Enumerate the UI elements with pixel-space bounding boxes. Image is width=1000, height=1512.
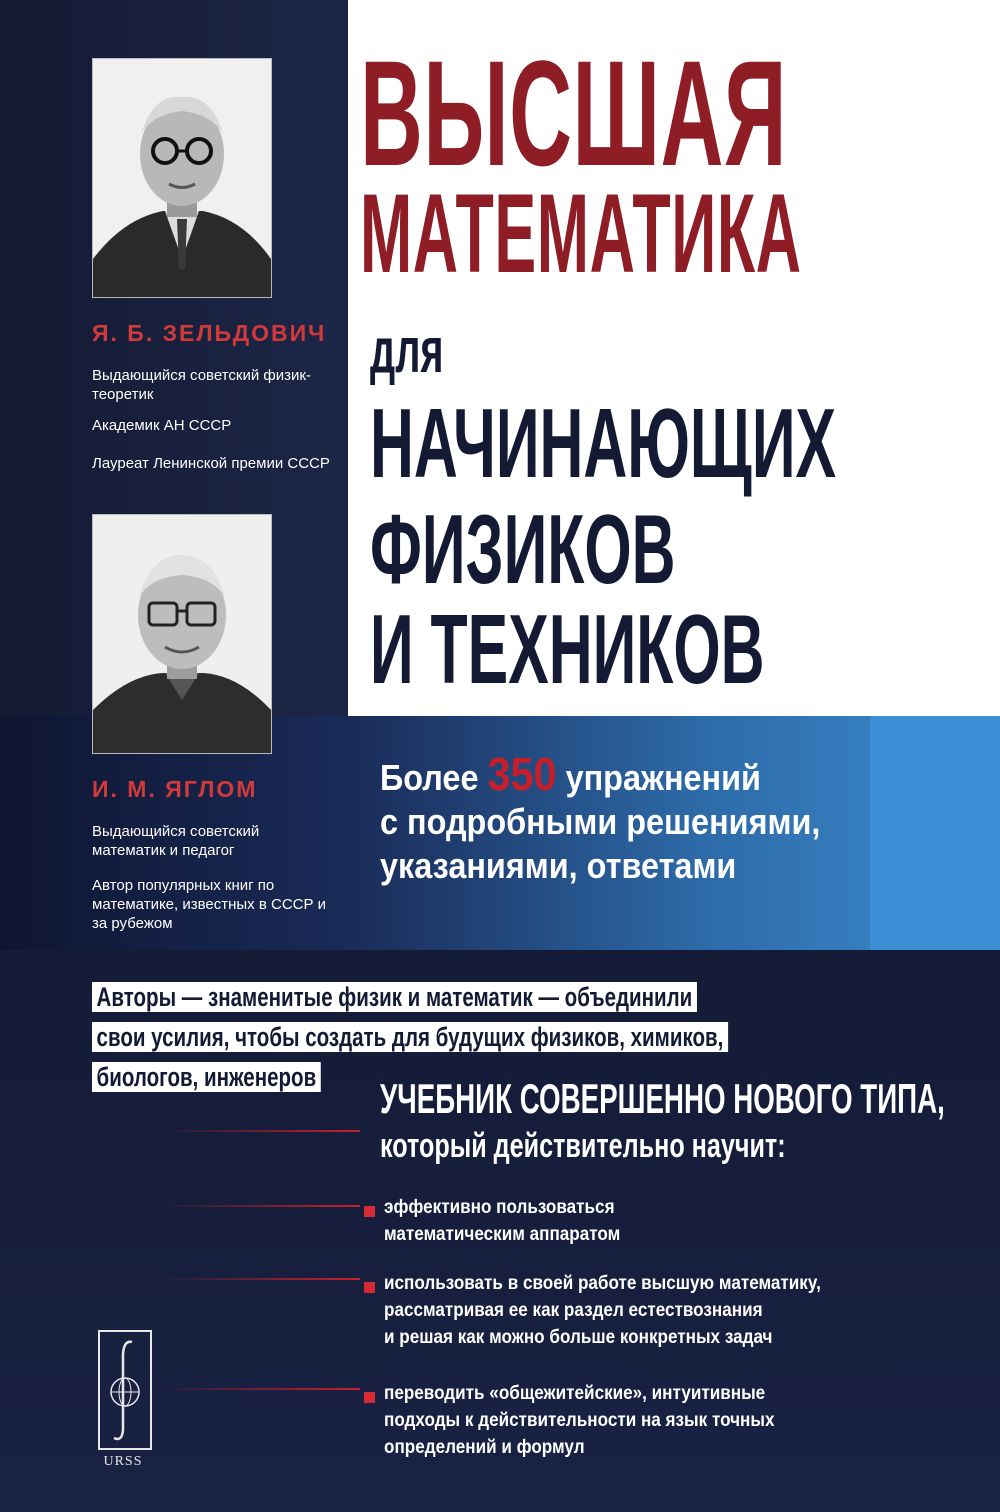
title-line-2: МАТЕМАТИКА [360,171,802,296]
bullet-icon [364,1206,375,1217]
exercises-line-1 [380,748,820,800]
author-photo-yaglom [92,514,272,754]
exercises-count: 350 [487,748,557,800]
decor-line [160,1388,360,1390]
logo-frame [98,1330,152,1450]
description-line-1: Авторы — знаменитые физик и математик — объединили [92,982,697,1012]
bullet-2-line-1: использовать в своей работе высшую математику, [384,1273,821,1294]
author-info-zeldovich-3: Лауреат Ленинской премии СССР [92,455,330,472]
author-photo-zeldovich [92,58,272,298]
title-line-4: НАЧИНАЮЩИХ [370,388,837,498]
author-info-yaglom-1: Выдающийся советский математик и педагог [92,823,260,859]
bullet-item-1 [384,1194,620,1248]
author-info-yaglom-2: Автор популярных книг по математике, известных в СССР и за рубежом [92,877,327,932]
title-line-6: И ТЕХНИКОВ [370,594,765,704]
exercises-text [380,748,821,888]
bullet-2-line-2: рассматривая ее как раздел естествознания [384,1300,763,1321]
author-info-zeldovich-2: Академик АН СССР [92,417,232,434]
bullet-3-line-3: определений и формул [384,1437,585,1458]
exercises-band-accent [870,716,1000,950]
bullet-3-line-1: переводить «общежитейские», интуитивные [384,1383,766,1404]
title-line-5: ФИЗИКОВ [370,494,676,604]
description-line-3: биологов, инженеров [92,1062,321,1092]
exercises-line-2: с подробными решениями, [380,801,821,842]
bullet-item-2 [384,1270,821,1351]
textbook-subline: который действительно научит: [380,1127,786,1165]
integral-icon [100,1332,150,1448]
bullet-3-line-2: подходы к действительности на язык точных [384,1410,775,1431]
author-name-yaglom: И. М. ЯГЛОМ [92,776,258,802]
exercises-line-3: указаниями, ответами [380,845,737,886]
author-name-zeldovich: Я. Б. ЗЕЛЬДОВИЧ [92,320,327,346]
bullet-icon [364,1392,375,1403]
title-line-3: для [370,314,444,386]
author-info-zeldovich-1: Выдающийся советский физик-теоретик [92,367,311,403]
description-line-2: свои усилия, чтобы создать для будущих физиков, химиков, [92,1022,728,1052]
textbook-headline: УЧЕБНИК СОВЕРШЕННО НОВОГО ТИПА, [380,1075,945,1122]
decor-line [160,1278,360,1280]
bullet-1-line-2: математическим аппаратом [384,1224,621,1245]
bullet-item-3 [384,1380,774,1461]
decor-line [160,1205,360,1207]
bullet-2-line-3: и решая как можно больше конкретных задач [384,1327,773,1348]
exercises-suffix: упражнений [565,757,761,798]
title-line-1: ВЫСШАЯ [360,29,788,197]
decor-line [160,1130,360,1132]
bullet-icon [364,1282,375,1293]
exercises-prefix: Более [380,757,479,798]
publisher-logo [94,1330,152,1480]
publisher-logo-text: URSS [103,1454,143,1469]
bullet-1-line-1: эффективно пользоваться [384,1197,615,1218]
